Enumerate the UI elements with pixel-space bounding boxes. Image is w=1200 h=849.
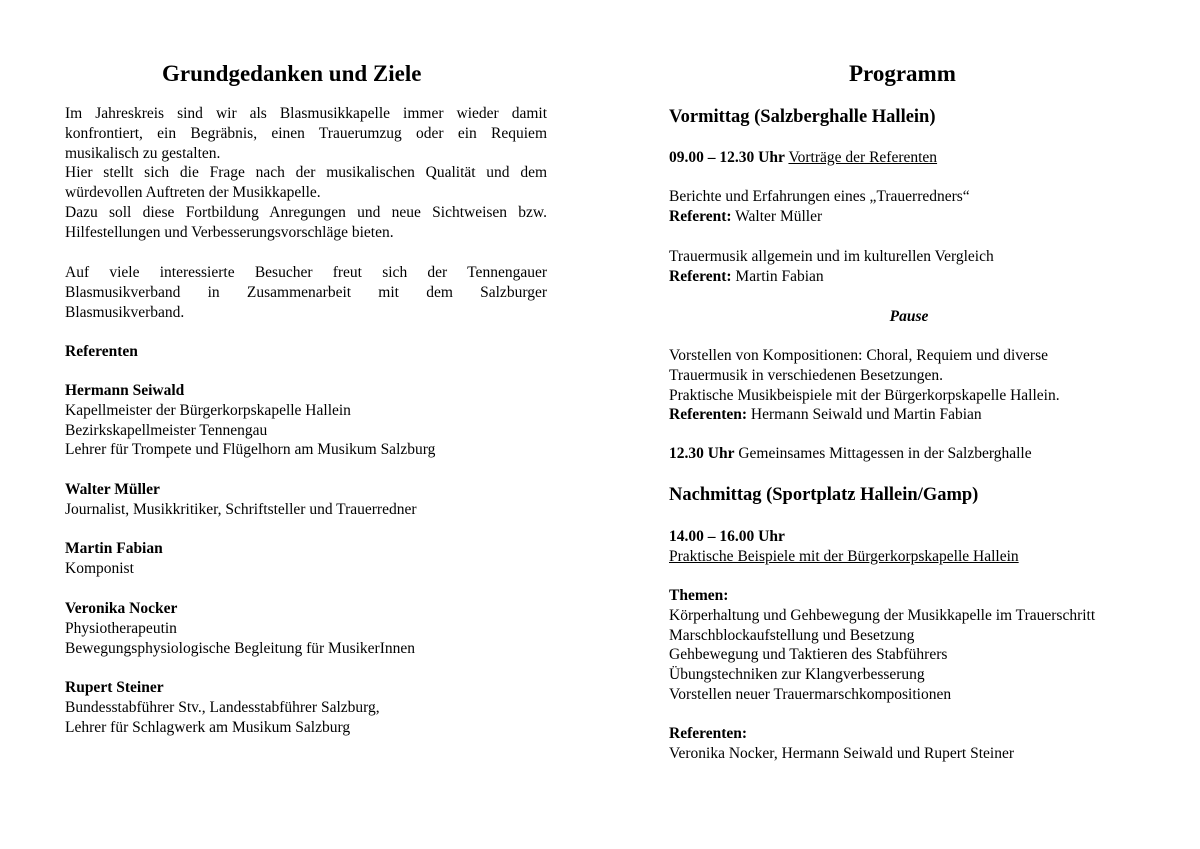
left-title: Grundgedanken und Ziele — [162, 61, 422, 86]
referent-name: Hermann Seiwald — [65, 382, 185, 399]
talk-line: Praktische Musikbeispiele mit der Bürgerkorpskapelle Hallein. — [669, 386, 1060, 404]
talk-referent: Walter Müller — [735, 207, 823, 225]
referent-label: Referent: — [669, 207, 732, 225]
referent-block — [65, 599, 547, 658]
afternoon-heading: Nachmittag (Sportplatz Hallein/Gamp) — [669, 485, 979, 505]
morning-time: 09.00 – 12.30 Uhr — [669, 149, 785, 166]
talk-block — [669, 247, 1149, 287]
lunch-text: Gemeinsames Mittagessen in der Salzberghalle — [738, 445, 1032, 462]
morning-time-label: Vorträge der Referenten — [788, 149, 938, 166]
intro-paragraph-2: Hier stellt sich die Frage nach der musikalischen Qualität und dem würdevollen Auftreten der Musikkapelle. — [65, 164, 547, 202]
afternoon-time-block — [669, 527, 1149, 567]
theme-item: Körperhaltung und Gehbewegung der Musikkapelle im Trauerschritt — [669, 606, 1096, 624]
referent-name: Walter Müller — [65, 481, 160, 498]
afternoon-referents-block — [669, 724, 1149, 764]
afternoon-time: 14.00 – 16.00 Uhr — [669, 528, 785, 545]
referent-detail: Journalist, Musikkritiker, Schriftsteller und Trauerredner — [65, 500, 417, 518]
referent-block — [65, 381, 547, 460]
lunch-time: 12.30 Uhr — [669, 445, 735, 462]
talk-referent: Hermann Seiwald und Martin Fabian — [750, 406, 982, 424]
themes-block — [669, 586, 1149, 705]
referent-block — [65, 539, 547, 579]
talk-title: Berichte und Erfahrungen eines „Trauerredners“ — [669, 188, 970, 205]
morning-time-row — [669, 148, 1149, 168]
intro-paragraph-4: Auf viele interessierte Besucher freut sich der Tennengauer Blasmusikverband in Zusammenarbeit mit dem Salzburger Blasmusikverband. — [65, 264, 547, 321]
referent-detail: Physiotherapeutin — [65, 619, 177, 637]
referent-name: Martin Fabian — [65, 540, 163, 557]
talk-title: Trauermusik allgemein und im kulturellen Vergleich — [669, 248, 994, 265]
pause-label: Pause — [889, 308, 929, 325]
intro-paragraph-3: Dazu soll diese Fortbildung Anregungen und neue Sichtweisen bzw. Hilfestellungen und Verbesserungsvorschläge bieten. — [65, 203, 547, 241]
referent-name: Rupert Steiner — [65, 679, 164, 696]
right-title: Programm — [849, 61, 956, 86]
referent-block — [65, 678, 547, 737]
afternoon-referents: Veronika Nocker, Hermann Seiwald und Rupert Steiner — [669, 744, 1015, 762]
referent-name: Veronika Nocker — [65, 600, 178, 617]
referent-detail: Lehrer für Trompete und Flügelhorn am Musikum Salzburg — [65, 441, 436, 459]
afternoon-label: Praktische Beispiele mit der Bürgerkorpskapelle Hallein — [669, 547, 1019, 565]
theme-item: Vorstellen neuer Trauermarschkompositionen — [669, 685, 952, 703]
intro-text — [65, 104, 547, 243]
theme-item: Gehbewegung und Taktieren des Stabführers — [669, 646, 948, 664]
referent-label: Referent: — [669, 267, 732, 285]
referent-detail: Bundesstabführer Stv., Landesstabführer Salzburg, — [65, 698, 380, 716]
referent-detail: Bezirkskapellmeister Tennengau — [65, 421, 268, 439]
referent-label: Referenten: — [669, 406, 748, 424]
referent-block — [65, 480, 547, 520]
referent-detail: Kapellmeister der Bürgerkorpskapelle Hallein — [65, 401, 351, 419]
theme-item: Marschblockaufstellung und Besetzung — [669, 626, 915, 644]
talk-block — [669, 346, 1149, 425]
themes-heading: Themen: — [669, 587, 729, 604]
lunch-row — [669, 444, 1149, 464]
referent-detail: Lehrer für Schlagwerk am Musikum Salzburg — [65, 718, 351, 736]
referent-detail: Komponist — [65, 559, 134, 577]
afternoon-ref-heading: Referenten: — [669, 725, 748, 742]
talk-line: Vorstellen von Kompositionen: Choral, Requiem und diverse — [669, 347, 1048, 364]
talk-block — [669, 187, 1149, 227]
referents-heading: Referenten — [65, 343, 138, 360]
referent-detail: Bewegungsphysiologische Begleitung für MusikerInnen — [65, 639, 415, 657]
theme-item: Übungstechniken zur Klangverbesserung — [669, 666, 925, 684]
intro-paragraph-1: Im Jahreskreis sind wir als Blasmusikkapelle immer wieder damit konfrontiert, ein Begräbnis, einen Trauerumzug oder ein Requiem musikalisch zu gestalten. — [65, 105, 547, 162]
morning-heading: Vormittag (Salzberghalle Hallein) — [669, 107, 936, 127]
talk-referent: Martin Fabian — [735, 267, 824, 285]
talk-line: Trauermusik in verschiedenen Besetzungen. — [669, 366, 944, 384]
